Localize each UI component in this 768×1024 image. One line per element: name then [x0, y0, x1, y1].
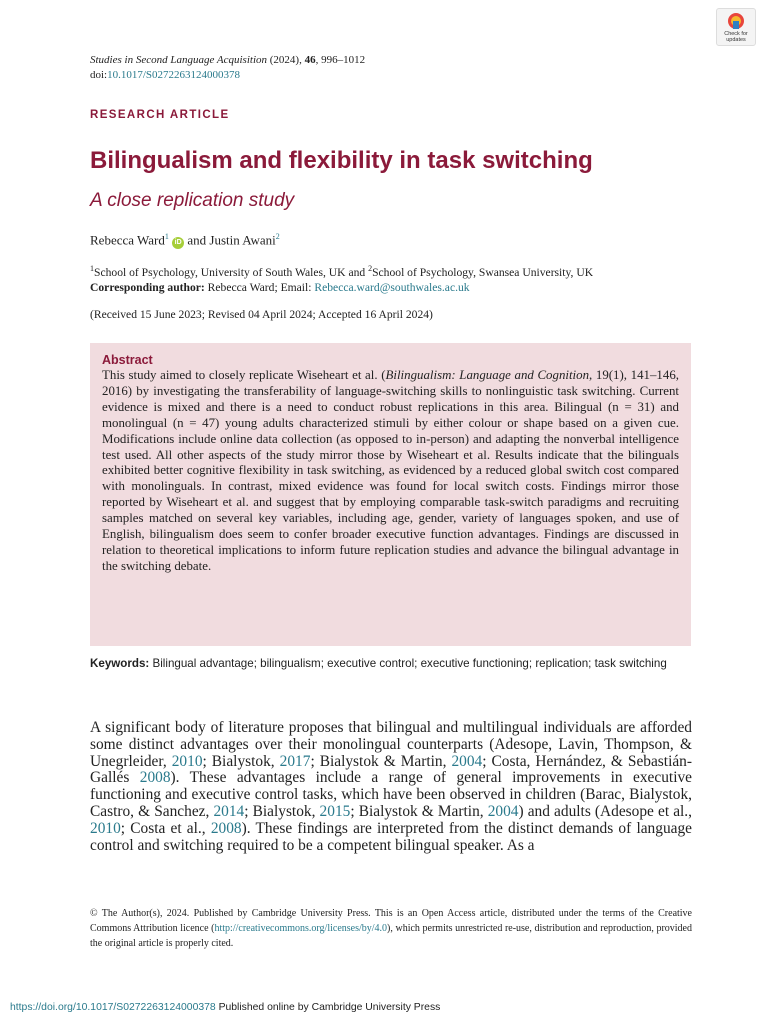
keywords-text: Bilingual advantage; bilingualism; executive control; executive functioning; replication; task switching: [149, 657, 667, 670]
abstract-journal-ref: Bilingualism: Language and Cognition: [385, 368, 590, 382]
author-name: Justin Awani: [209, 232, 276, 248]
affiliation-text: School of Psychology, Swansea University, UK: [372, 265, 594, 279]
abstract-box: [90, 343, 691, 646]
affiliation-marker[interactable]: 2: [275, 232, 280, 241]
body-text: ; Bialystok & Martin,: [310, 752, 452, 770]
author-name: Rebecca Ward: [90, 232, 165, 248]
submission-dates: (Received 15 June 2023; Revised 04 April 2024; Accepted 16 April 2024): [90, 308, 433, 321]
doi-line: [90, 69, 240, 81]
journal-citation: [90, 54, 365, 66]
citation-link[interactable]: 2008: [210, 819, 242, 837]
license-link[interactable]: http://creativecommons.org/licenses/by/4.0: [214, 922, 388, 934]
keywords-label: Keywords:: [90, 657, 150, 670]
affiliation-text: School of Psychology, University of South Wales, UK and: [94, 265, 369, 279]
footer-publisher: Published online by Cambridge University Press: [215, 1002, 441, 1013]
citation-link[interactable]: 2004: [487, 802, 519, 820]
abstract-part: This study aimed to closely replicate Wiseheart et al. (: [102, 368, 386, 382]
author-separator: and: [184, 232, 210, 248]
citation-link[interactable]: 2010: [90, 819, 121, 837]
keywords: [90, 656, 680, 671]
body-text: ; Costa, Hernández, & Sebastián-Gallés: [90, 752, 692, 787]
license-notice: [90, 907, 692, 951]
abstract-heading: Abstract: [102, 353, 153, 367]
citation-link[interactable]: 2014: [213, 802, 245, 820]
check-updates-icon: [727, 12, 745, 30]
citation-link[interactable]: 2004: [451, 752, 483, 770]
body-text: A significant body of literature proposes that bilingual and multilingual individuals are afforded some distinct advantages over their monolingual counterparts (Adesope, Lavin, Thompson, & Unegrleider,: [90, 719, 692, 770]
email-link[interactable]: Rebecca.ward@southwales.ac.uk: [314, 280, 470, 294]
affiliation-number: 2: [368, 264, 373, 273]
footer-doi-link[interactable]: https://doi.org/10.1017/S0272263124000378: [10, 1002, 216, 1013]
corresponding-label: Corresponding author:: [90, 280, 205, 294]
author-list: [90, 232, 280, 249]
body-text: ; Costa et al.,: [120, 819, 211, 837]
affiliation-number: 1: [90, 264, 94, 273]
corresponding-author: [90, 280, 700, 295]
body-paragraph: [90, 720, 692, 854]
citation-link[interactable]: 2008: [139, 769, 171, 787]
abstract-part: , 19(1), 141–146, 2016) by investigating the transferability of language-switching skills to nonlinguistic task switching. Current evidence is mixed and there is a need to conduct robust replications in this area. Bilingual (n = 31) and monolingual (n = 47) young adults characterized stimuli by either colour or shape based on a given cue. Modifications include online data collection (as opposed to in-person) and adapting the nonverbal intelligence test used. All other aspects of the study mirror those by Wiseheart et al. Results indicate that the bilinguals exhibited better cognitive flexibility in task switching, as evidenced by a reduced global switch cost compared with monolinguals. In contrast, mixed evidence was found for local switch costs. Findings mirror those reported by Wiseheart et al. and suggest that by employing comparable task-switch paradigms and recruiting samples matched on several key variables, including age, gender, variety of languages spoken, and use of English, bilingualism does seem to confer broader executive function advantages. Findings are discussed in relation to theoretical implications to inform future replication studies and advance the bilingual advantage in the switching debate.: [102, 368, 679, 573]
article-subtitle: A close replication study: [90, 190, 295, 211]
orcid-icon[interactable]: iD: [172, 237, 184, 249]
doi-link[interactable]: 10.1017/S0272263124000378: [107, 69, 241, 81]
affiliation-line: [90, 261, 700, 280]
affiliation-marker[interactable]: 1: [164, 232, 169, 241]
abstract-text: [102, 368, 679, 575]
doi-label: doi:: [90, 69, 108, 81]
journal-year: (2024),: [267, 54, 305, 66]
article-type: RESEARCH ARTICLE: [90, 109, 230, 121]
body-text: ). These advantages include a range of general improvements in executive functioning and executive control tasks, which have been observed in children (Barac, Bialystok, Castro, & Sanchez,: [90, 769, 692, 820]
check-for-updates-badge[interactable]: [716, 8, 756, 46]
affiliations: [90, 261, 700, 295]
body-text: ) and adults (Adesope et al.,: [518, 802, 692, 820]
article-title: Bilingualism and flexibility in task switching: [90, 147, 593, 174]
body-text: ; Bialystok & Martin,: [350, 802, 488, 820]
citation-link[interactable]: 2015: [319, 802, 351, 820]
page-footer: [10, 1002, 440, 1013]
body-text: ). These findings are interpreted from the distinct demands of language control and switching required to be a competent bilingual speaker. As a: [90, 819, 692, 854]
body-text: ; Bialystok,: [202, 752, 280, 770]
citation-link[interactable]: 2017: [279, 752, 311, 770]
corresponding-text: Rebecca Ward; Email:: [204, 280, 315, 294]
citation-link[interactable]: 2010: [171, 752, 203, 770]
journal-name: Studies in Second Language Acquisition: [90, 54, 268, 66]
license-text: © The Author(s), 2024. Published by Cambridge University Press. This is an Open Access article, distributed under the terms of the Creative Commons Attribution licence (: [90, 908, 692, 934]
check-updates-label: Check for updates: [724, 31, 748, 43]
license-text: ), which permits unrestricted re-use, distribution and reproduction, provided the original article is properly cited.: [90, 922, 692, 949]
journal-pages: , 996–1012: [315, 54, 366, 66]
body-text: ; Bialystok,: [244, 802, 320, 820]
journal-volume: 46: [304, 54, 316, 66]
